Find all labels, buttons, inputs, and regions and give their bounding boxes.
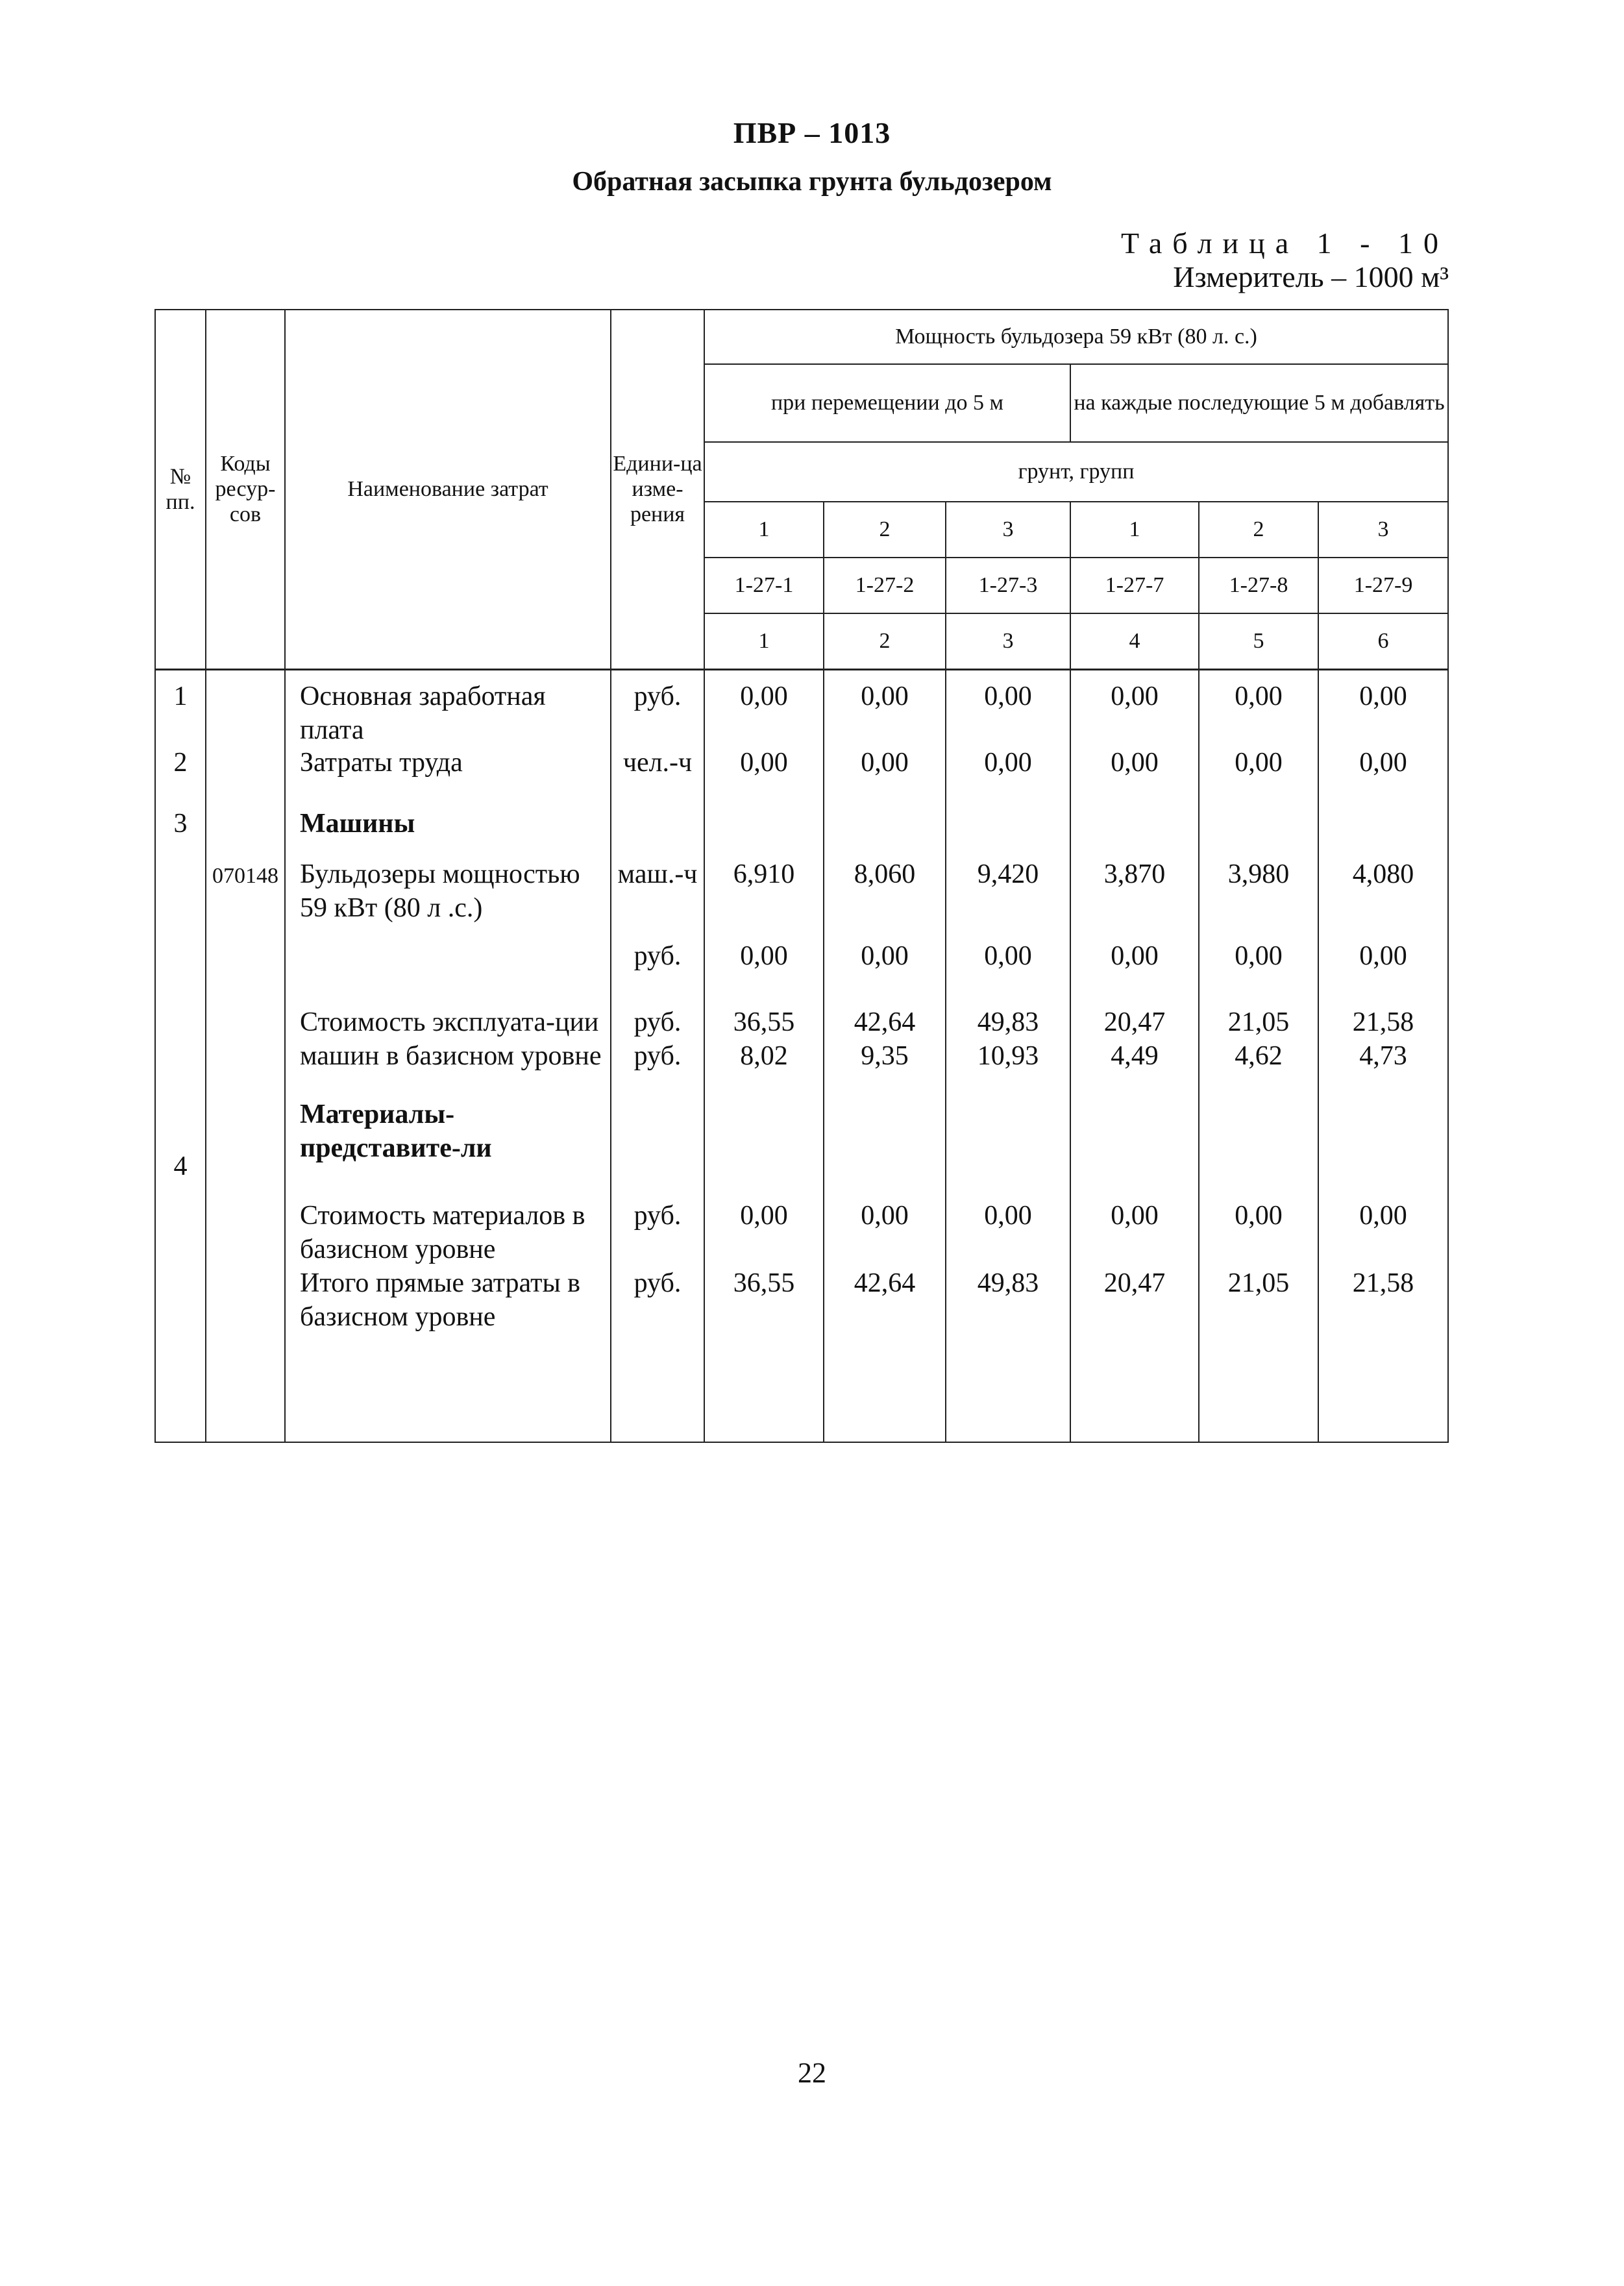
values-column-2	[824, 669, 946, 1442]
unit-of-measure: руб.	[634, 1268, 682, 1298]
names-column	[285, 669, 611, 1442]
table-value: 4,62	[1235, 1040, 1283, 1071]
cost-item-name: Материалы-представите-ли	[300, 1099, 492, 1163]
unit-of-measure: маш.-ч	[617, 859, 698, 889]
resource-codes-column	[206, 669, 285, 1442]
table-value: 0,00	[740, 681, 788, 711]
cost-item-name: Затраты труда	[300, 747, 463, 778]
table-value: 0,00	[861, 681, 909, 711]
table-value: 36,55	[733, 1007, 795, 1037]
table-value: 20,47	[1103, 1268, 1166, 1298]
table-value: 0,00	[1111, 681, 1159, 711]
table-value: 20,47	[1103, 1007, 1166, 1037]
unit-of-measure: руб.	[634, 940, 682, 971]
table-value: 42,64	[854, 1268, 916, 1298]
values-column-6	[1318, 669, 1448, 1442]
cost-item-name: Бульдозеры мощностью 59 кВт (80 л .с.)	[300, 859, 580, 923]
table-value: 0,00	[861, 940, 909, 971]
norm-code-cell: 1-27-2	[824, 558, 946, 613]
table-value: 9,420	[977, 859, 1039, 889]
column-number-cell: 3	[946, 613, 1070, 669]
resource-code: 070148	[212, 863, 278, 888]
table-value: 0,00	[984, 940, 1032, 971]
table-value: 21,05	[1227, 1268, 1290, 1298]
unit-of-measure: руб.	[634, 1007, 682, 1037]
measure-unit: Измеритель – 1000 м³	[1173, 260, 1449, 293]
unit-of-measure: чел.-ч	[622, 747, 693, 778]
table-value: 8,02	[740, 1040, 788, 1071]
values-column-5	[1199, 669, 1318, 1442]
header-name: Наименование затрат	[285, 310, 611, 669]
values-column-4	[1070, 669, 1199, 1442]
table-value: 0,00	[1235, 747, 1283, 778]
page-number: 22	[798, 2057, 826, 2089]
header-power: Мощность бульдозера 59 кВт (80 л. с.)	[704, 310, 1448, 364]
row-numbers-column	[155, 669, 206, 1442]
table-value: 0,00	[861, 747, 909, 778]
table-value: 0,00	[1359, 940, 1407, 971]
header-num: № пп.	[155, 310, 206, 669]
row-number: 4	[173, 1151, 188, 1181]
cost-item-name: Основная заработная плата	[300, 681, 546, 745]
document-subtitle: Обратная засыпка грунта бульдозером	[572, 167, 1052, 197]
cost-item-name: Стоимость эксплуата-ции машин в базисном уровне	[300, 1007, 602, 1071]
norm-code-cell: 1-27-7	[1070, 558, 1199, 613]
table-value: 0,00	[1235, 681, 1283, 711]
table-value: 4,73	[1359, 1040, 1407, 1071]
table-value: 4,49	[1111, 1040, 1159, 1071]
column-number-cell: 4	[1070, 613, 1199, 669]
column-number-cell: 1	[704, 613, 824, 669]
table-value: 8,060	[854, 859, 916, 889]
row-number: 1	[173, 681, 188, 711]
table-value: 49,83	[977, 1007, 1039, 1037]
table-number: Таблица 1 - 10	[1120, 227, 1449, 260]
soil-group-cell: 1	[704, 502, 824, 558]
table-value: 3,870	[1103, 859, 1166, 889]
table-value: 0,00	[1359, 1200, 1407, 1231]
unit-of-measure: руб.	[634, 681, 682, 711]
norm-code-cell: 1-27-3	[946, 558, 1070, 613]
soil-group-cell: 2	[824, 502, 946, 558]
table-value: 3,980	[1227, 859, 1290, 889]
norms-table	[154, 309, 1449, 1443]
column-number-cell: 6	[1318, 613, 1448, 669]
values-column-3	[946, 669, 1070, 1442]
header-each: на каждые последующие 5 м добавлять	[1070, 364, 1448, 442]
values-column-1	[704, 669, 824, 1442]
cost-item-name: Итого прямые затраты в базисном уровне	[300, 1268, 581, 1332]
column-number-cell: 5	[1199, 613, 1318, 669]
units-column	[611, 669, 704, 1442]
table-value: 0,00	[861, 1200, 909, 1231]
table-value: 0,00	[984, 1200, 1032, 1231]
column-number-cell: 2	[824, 613, 946, 669]
row-number: 3	[173, 808, 188, 839]
table-value: 0,00	[740, 940, 788, 971]
table-value: 0,00	[1359, 681, 1407, 711]
table-value: 0,00	[740, 1200, 788, 1231]
table-value: 9,35	[861, 1040, 909, 1071]
table-value: 4,080	[1352, 859, 1414, 889]
table-value: 21,05	[1227, 1007, 1290, 1037]
row-number: 2	[173, 747, 188, 778]
header-move: при перемещении до 5 м	[704, 364, 1070, 442]
table-value: 0,00	[984, 747, 1032, 778]
norm-code-cell: 1-27-9	[1318, 558, 1448, 613]
norm-code-cell: 1-27-1	[704, 558, 824, 613]
table-value: 0,00	[1111, 1200, 1159, 1231]
table-value: 0,00	[1111, 940, 1159, 971]
table-value: 0,00	[1359, 747, 1407, 778]
table-value: 10,93	[977, 1040, 1039, 1071]
table-value: 0,00	[1235, 940, 1283, 971]
norm-code-cell: 1-27-8	[1199, 558, 1318, 613]
document-title: ПВР – 1013	[733, 116, 891, 149]
header-codes: Коды ресур-сов	[206, 310, 285, 669]
table-value: 0,00	[984, 681, 1032, 711]
unit-of-measure: руб.	[634, 1200, 682, 1231]
table-value: 0,00	[1235, 1200, 1283, 1231]
table-value: 42,64	[854, 1007, 916, 1037]
header-soil: грунт, групп	[704, 442, 1448, 502]
table-value: 49,83	[977, 1268, 1039, 1298]
cost-item-name: Машины	[300, 808, 415, 839]
table-value: 0,00	[740, 747, 788, 778]
table-value: 0,00	[1111, 747, 1159, 778]
cost-item-name: Стоимость материалов в базисном уровне	[300, 1200, 585, 1264]
unit-of-measure: руб.	[634, 1040, 682, 1071]
header-unit: Едини-ца изме-рения	[611, 310, 704, 669]
soil-group-cell: 3	[1318, 502, 1448, 558]
table-value: 6,910	[733, 859, 795, 889]
table-value: 36,55	[733, 1268, 795, 1298]
table-value: 21,58	[1352, 1007, 1414, 1037]
soil-group-cell: 3	[946, 502, 1070, 558]
table-value: 21,58	[1352, 1268, 1414, 1298]
soil-group-cell: 1	[1070, 502, 1199, 558]
soil-group-cell: 2	[1199, 502, 1318, 558]
